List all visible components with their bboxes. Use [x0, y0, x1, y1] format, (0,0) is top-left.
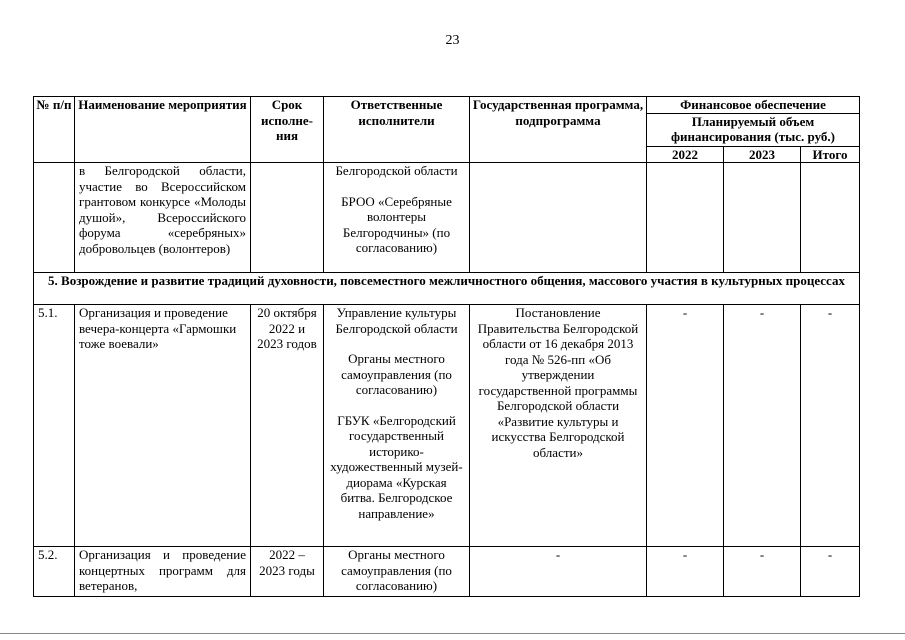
responsible-text: Органы местного самоуправления (по согласованию): [341, 351, 452, 397]
cell-2023: -: [724, 547, 801, 597]
cell-2022: -: [647, 547, 724, 597]
header-2023: 2023: [724, 146, 801, 163]
section-heading: 5. Возрождение и развитие традиций духовности, повсеместного межличностного общения, массового участия в культурных процессах: [34, 273, 860, 305]
cell-term: 20 октября 2022 и 2023 годов: [251, 305, 324, 547]
header-num: № п/п: [34, 97, 75, 163]
cell-program: [470, 163, 647, 273]
table-row: [34, 547, 860, 597]
cell-name: Организация и проведение концертных программ для ветеранов,: [75, 547, 251, 597]
header-2022: 2022: [647, 146, 724, 163]
responsible-text: БРОО «Серебряные волонтеры Белгородчины» (по согласованию): [341, 193, 452, 255]
table-row-continued: [34, 163, 860, 273]
header-total: Итого: [801, 146, 860, 163]
cell-term: 2022 – 2023 годы: [251, 547, 324, 597]
cell-program: -: [470, 547, 647, 597]
events-table: [33, 96, 860, 597]
cell-num: [34, 163, 75, 273]
responsible-text: Белгородской области: [335, 163, 458, 178]
responsible-text: ГБУК «Белгородский государственный историко-художественный музей-диорама «Курская битва. Белгородское направление»: [330, 412, 463, 521]
cell-num: 5.2.: [34, 547, 75, 597]
cell-responsible: [324, 305, 470, 547]
page-edge-rule: [0, 633, 905, 634]
cell-total: [801, 163, 860, 273]
cell-2022: [647, 163, 724, 273]
cell-num: 5.1.: [34, 305, 75, 547]
header-name: Наименование мероприятия: [75, 97, 251, 163]
cell-responsible: [324, 163, 470, 273]
cell-responsible: Органы местного самоуправления (по согласованию): [324, 547, 470, 597]
cell-term: [251, 163, 324, 273]
cell-program: Постановление Правительства Белгородской области от 16 декабря 2013 года № 526-пп «Об утверждении государственной программы Белгородской области «Развитие культуры и искусства Белгородской области»: [470, 305, 647, 547]
cell-2023: [724, 163, 801, 273]
cell-total: -: [801, 305, 860, 547]
cell-name: в Белгородской области, участие во Всероссийском грантовом конкурсе «Молоды душой», Всероссийского форума «серебряных» добровольцев (волонтеров): [75, 163, 251, 273]
responsible-text: Управление культуры Белгородской области: [335, 305, 458, 336]
cell-2022: -: [647, 305, 724, 547]
table-row: [34, 305, 860, 547]
header-finance: Финансовое обеспечение: [647, 97, 860, 114]
header-term: Срок исполне-ния: [251, 97, 324, 163]
cell-name: Организация и проведение вечера-концерта «Гармошки тоже воевали»: [75, 305, 251, 547]
page-number: 23: [445, 33, 460, 48]
header-planned: Планируемый объем финансирования (тыс. руб.): [647, 113, 860, 146]
cell-total: -: [801, 547, 860, 597]
section-row: [34, 273, 860, 305]
cell-2023: -: [724, 305, 801, 547]
header-responsible: Ответственные исполнители: [324, 97, 470, 163]
header-program: Государственная программа, подпрограмма: [470, 97, 647, 163]
